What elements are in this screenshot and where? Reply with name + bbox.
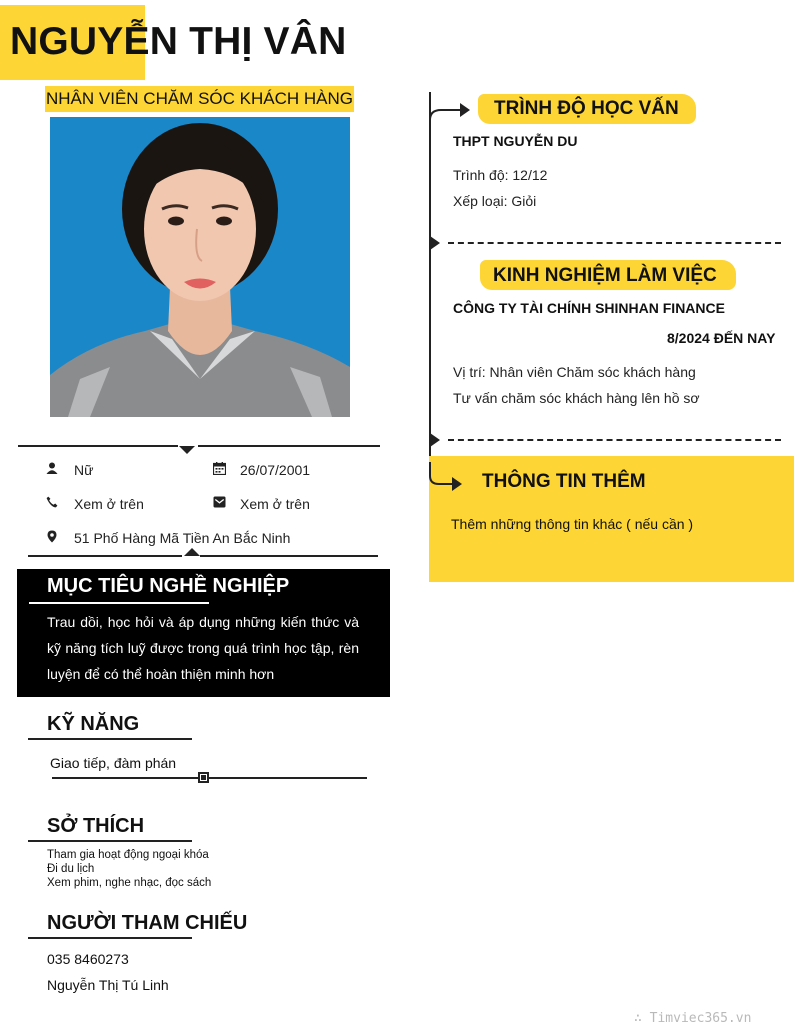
timeline-marker bbox=[430, 433, 440, 447]
references-title: NGƯỜI THAM CHIẾU bbox=[47, 912, 248, 934]
education-school: THPT NGUYỄN DU bbox=[453, 133, 578, 149]
info-bottom-line-right bbox=[200, 555, 378, 557]
objective-text: Trau dồi, học hỏi và áp dụng những kiến thức và kỹ năng tích luỹ được trong quá trình học tập, rèn luyện để có thể hoàn thiện minh hơn bbox=[47, 614, 359, 682]
info-top-marker bbox=[179, 446, 195, 454]
skill-level-track bbox=[52, 777, 367, 779]
info-top-line-right bbox=[198, 445, 380, 447]
hobbies-underline bbox=[28, 840, 192, 842]
skills-underline bbox=[28, 738, 192, 740]
extra-arrow-icon bbox=[429, 462, 463, 496]
extra-text: Thêm những thông tin khác ( nếu cần ) bbox=[451, 516, 694, 532]
section-divider bbox=[448, 242, 781, 244]
email-value: Xem ở trên bbox=[240, 496, 310, 512]
birthday-value: 26/07/2001 bbox=[240, 462, 311, 478]
section-divider bbox=[448, 439, 781, 441]
experience-description: Tư vấn chăm sóc khách hàng lên hồ sơ bbox=[453, 390, 700, 406]
full-name: NGUYỄN THỊ VÂN bbox=[10, 20, 347, 63]
skill-level-knob bbox=[198, 772, 209, 783]
experience-company: CÔNG TY TÀI CHÍNH SHINHAN FINANCE bbox=[453, 300, 725, 316]
extra-title: THÔNG TIN THÊM bbox=[482, 471, 646, 492]
calendar-icon bbox=[212, 461, 226, 475]
info-bottom-marker bbox=[184, 548, 200, 556]
skills-title: KỸ NĂNG bbox=[47, 713, 140, 735]
address-value: 51 Phố Hàng Mã Tiền An Bắc Ninh bbox=[74, 530, 291, 546]
phone-icon bbox=[45, 495, 59, 509]
education-arrow-icon bbox=[429, 98, 471, 122]
experience-period: 8/2024 ĐẾN NAY bbox=[667, 330, 776, 346]
portrait-illustration bbox=[50, 117, 350, 417]
hobby-item: Xem phim, nghe nhạc, đọc sách bbox=[47, 877, 212, 889]
job-title: NHÂN VIÊN CHĂM SÓC KHÁCH HÀNG bbox=[45, 86, 354, 112]
timeline-marker bbox=[430, 236, 440, 250]
gender-value: Nữ bbox=[74, 462, 94, 478]
skill-label: Giao tiếp, đàm phán bbox=[50, 755, 177, 771]
info-bottom-line-left bbox=[28, 555, 182, 557]
reference-phone: 035 8460273 bbox=[47, 951, 129, 967]
user-icon bbox=[45, 461, 59, 475]
location-icon bbox=[45, 529, 59, 543]
reference-name: Nguyễn Thị Tú Linh bbox=[47, 977, 169, 993]
objective-section bbox=[17, 569, 390, 697]
experience-position: Vị trí: Nhân viên Chăm sóc khách hàng bbox=[453, 364, 696, 380]
objective-title: MỤC TIÊU NGHỀ NGHIỆP bbox=[47, 575, 290, 597]
email-icon bbox=[212, 495, 226, 509]
phone-value: Xem ở trên bbox=[74, 496, 144, 512]
education-title: TRÌNH ĐỘ HỌC VẤN bbox=[494, 98, 679, 119]
info-top-line-left bbox=[18, 445, 178, 447]
experience-title: KINH NGHIỆM LÀM VIỆC bbox=[493, 265, 717, 286]
education-level: Trình độ: 12/12 bbox=[453, 167, 548, 183]
watermark: ∴ Timviec365.vn bbox=[634, 1011, 752, 1026]
hobby-item: Tham gia hoạt động ngoại khóa bbox=[47, 849, 209, 861]
profile-photo bbox=[50, 117, 350, 417]
education-rank: Xếp loại: Giỏi bbox=[453, 193, 537, 209]
objective-underline bbox=[29, 602, 209, 604]
hobbies-title: SỞ THÍCH bbox=[47, 815, 145, 837]
hobby-item: Đi du lịch bbox=[47, 863, 95, 875]
timeline-line bbox=[429, 92, 431, 484]
references-underline bbox=[28, 937, 192, 939]
